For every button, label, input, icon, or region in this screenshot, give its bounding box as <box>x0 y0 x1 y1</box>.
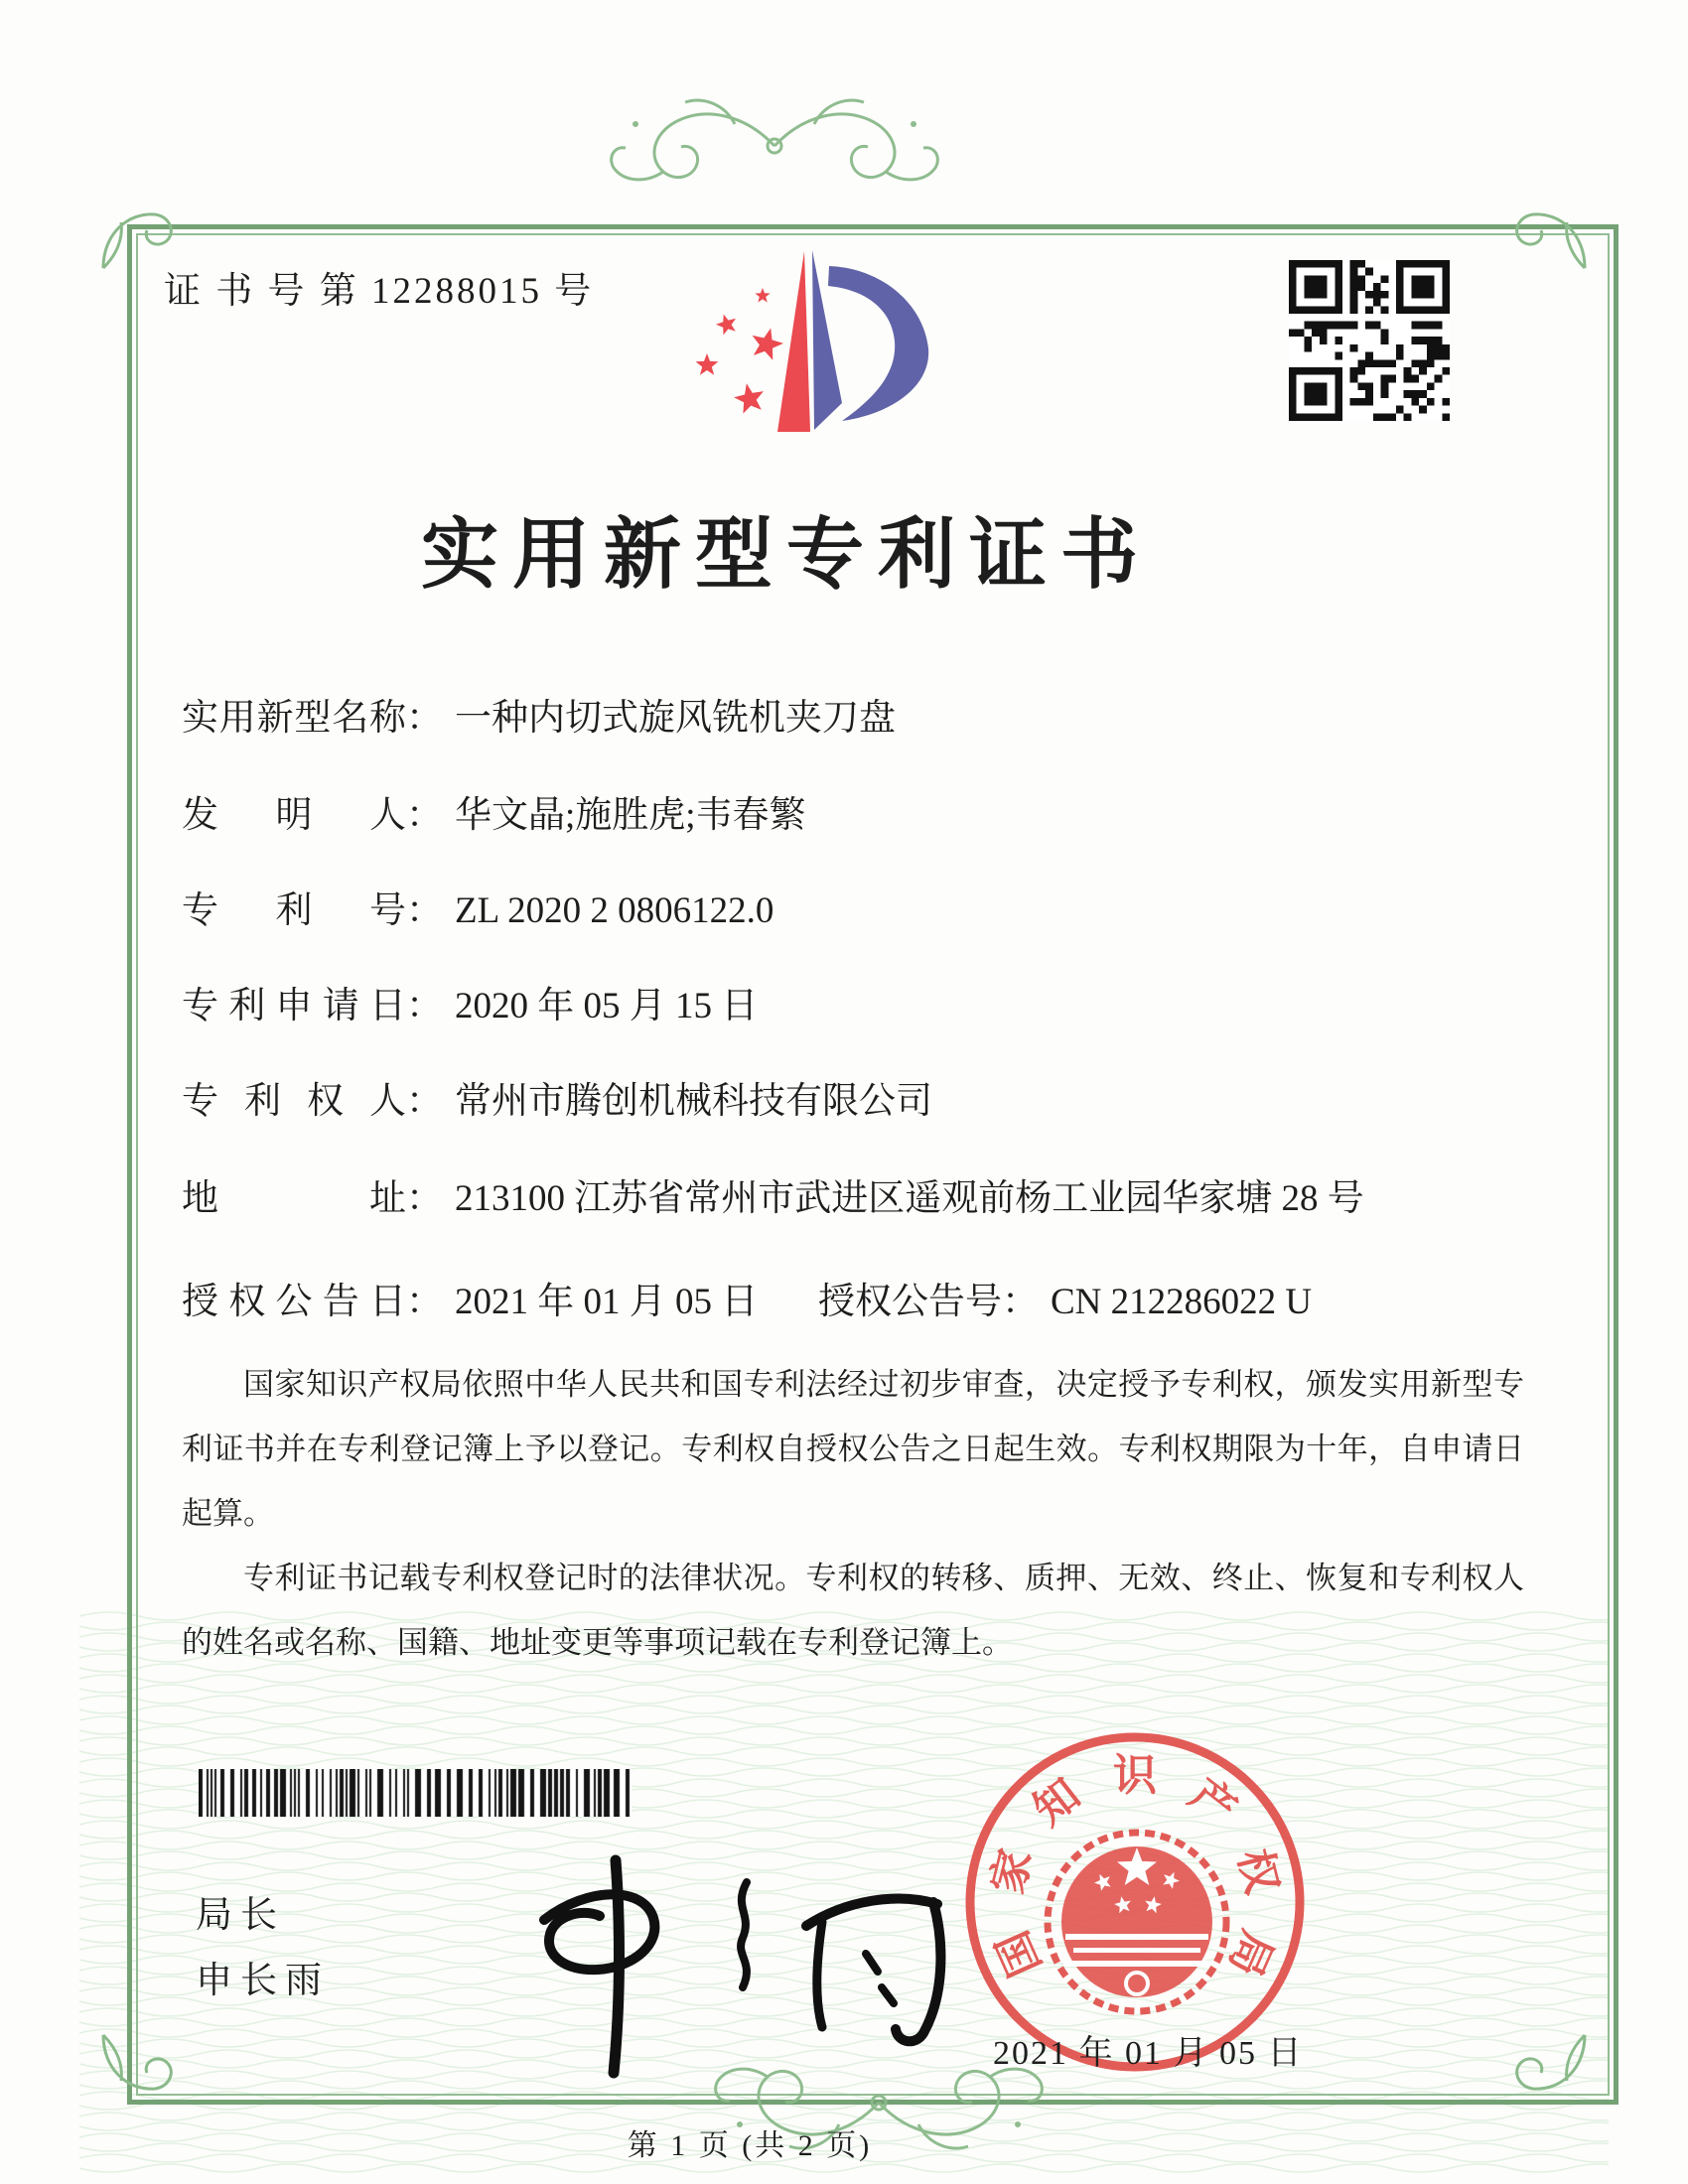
legal-paragraph: 国家知识产权局依照中华人民共和国专利法经过初步审查，决定授予专利权，颁发实用新型专利证书并在专利登记簿上予以登记。专利权自授权公告之日起生效。专利权期限为十年，自申请日起算。 <box>182 1367 1524 1531</box>
field-value: CN 212286022 U <box>1051 1282 1313 1322</box>
field-value: 2021 年 01 月 05 日 <box>455 1282 759 1322</box>
field-value: 2020 年 05 月 15 日 <box>455 986 759 1026</box>
field-value: 213100 江苏省常州市武进区遥观前杨工业园华家塘 28 号 <box>455 1178 1364 1219</box>
field-row-address <box>182 1167 1364 1221</box>
svg-text:产: 产 <box>1181 1769 1245 1836</box>
commissioner-signature-icon <box>449 1843 955 2091</box>
field-row-patentee <box>182 1070 932 1124</box>
commissioner-title: 局长 <box>196 1894 285 1935</box>
svg-text:识: 识 <box>1113 1751 1157 1800</box>
field-colon: ： <box>1002 1282 1039 1322</box>
field-label: 授权公告日 <box>182 1282 406 1322</box>
national-emblem-icon <box>1048 1833 1226 2011</box>
certificate-number: 证 书 号 第 12288015 号 <box>164 271 595 312</box>
corner-flourish-icon <box>1511 195 1591 274</box>
field-value: 一种内切式旋风铣机夹刀盘 <box>455 698 896 739</box>
cnipa-patent-logo-icon <box>683 244 933 439</box>
field-label: 实用新型名称 <box>182 698 406 739</box>
field-colon: ： <box>406 1081 443 1122</box>
svg-text:国: 国 <box>988 1923 1051 1983</box>
svg-text:家: 家 <box>983 1843 1042 1899</box>
field-label: 专利权人 <box>182 1081 406 1122</box>
field-label: 地址 <box>182 1178 406 1219</box>
qr-code-icon <box>1289 260 1450 421</box>
field-value: ZL 2020 2 0806122.0 <box>455 890 774 931</box>
certificate-title: 实用新型专利证书 <box>420 511 1152 598</box>
svg-text:权: 权 <box>1228 1843 1287 1899</box>
field-colon: ： <box>406 795 443 836</box>
svg-text:知: 知 <box>1025 1769 1089 1836</box>
top-flourish-icon <box>576 84 973 213</box>
field-value: 华文晶;施胜虎;韦春繁 <box>455 795 806 836</box>
corner-flourish-icon <box>97 2029 177 2109</box>
field-colon: ： <box>406 890 443 931</box>
legal-text <box>182 1352 1524 1675</box>
seal-date: 2021 年 01 月 05 日 <box>993 2035 1304 2072</box>
field-value: 常州市腾创机械科技有限公司 <box>455 1081 932 1122</box>
legal-paragraph: 专利证书记载专利权登记时的法律状况。专利权的转移、质押、无效、终止、恢复和专利权人的姓名或名称、国籍、地址变更等事项记载在专利登记簿上。 <box>182 1561 1524 1660</box>
field-colon: ： <box>406 698 443 739</box>
page-footer: 第 1 页 (共 2 页) <box>627 2129 873 2162</box>
field-label: 授权公告号 <box>818 1282 1002 1322</box>
field-row-grant-date <box>182 1271 1313 1324</box>
grant-number-pair <box>818 1271 1312 1324</box>
commissioner-name: 申长雨 <box>196 1960 330 2000</box>
corner-flourish-icon <box>1511 2029 1591 2109</box>
field-colon: ： <box>406 986 443 1026</box>
svg-text:局: 局 <box>1219 1923 1282 1983</box>
field-label: 专利申请日 <box>182 986 406 1026</box>
field-colon: ： <box>406 1282 443 1322</box>
field-row-utility-model-name <box>182 687 896 741</box>
field-label: 发明人 <box>182 795 406 836</box>
field-row-filing-date <box>182 975 758 1028</box>
field-row-inventors <box>182 784 806 838</box>
field-colon: ： <box>406 1178 443 1219</box>
field-label: 专利号 <box>182 890 406 931</box>
field-row-patent-number <box>182 880 774 933</box>
barcode-icon <box>199 1769 632 1817</box>
